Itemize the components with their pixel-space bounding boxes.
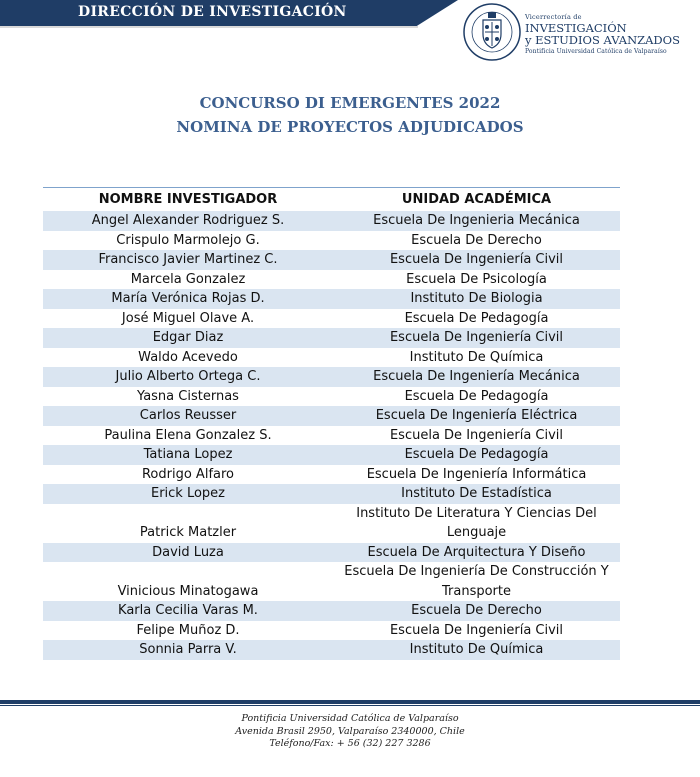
footer-rule	[0, 705, 700, 706]
academic-unit: Escuela De Ingeniería Civil	[389, 427, 564, 443]
header-rule	[0, 26, 418, 28]
table-row	[43, 348, 620, 368]
investigator-name: David Luza	[152, 544, 224, 560]
table-row	[43, 387, 620, 407]
academic-unit: Escuela De Ingenieria Mecánica	[373, 213, 580, 229]
column-header-name: NOMBRE INVESTIGADOR	[98, 192, 278, 207]
academic-unit-line: Instituto De Literatura Y Ciencias Del	[356, 505, 597, 521]
footer-line1: Pontificia Universidad Católica de Valparaíso	[241, 713, 459, 724]
investigator-name: Carlos Reusser	[139, 408, 237, 424]
investigator-name: Waldo Acevedo	[138, 349, 238, 365]
investigator-name: Sonnia Parra V.	[139, 642, 237, 658]
table-row	[43, 367, 620, 387]
vice-line4: Pontificia Universidad Católica de Valparaíso	[525, 47, 667, 55]
table-row	[43, 270, 620, 290]
table-row	[43, 484, 620, 504]
investigator-name: Julio Alberto Ortega C.	[115, 369, 261, 385]
table-row	[43, 640, 620, 660]
academic-unit	[333, 562, 620, 601]
academic-unit: Escuela De Ingeniería Eléctrica	[375, 408, 578, 424]
academic-unit: Instituto De Química	[409, 349, 544, 365]
investigator-name: Rodrigo Alfaro	[141, 466, 234, 482]
investigator-name: María Verónica Rojas D.	[111, 291, 265, 307]
investigator-name: Karla Cecilia Varas M.	[118, 603, 258, 619]
table-row	[43, 289, 620, 309]
academic-unit: Escuela De Arquitectura Y Diseño	[367, 544, 586, 560]
table-body	[43, 211, 620, 660]
investigator-name: Yasna Cisternas	[137, 388, 239, 404]
vice-rectory-logo-text	[525, 14, 680, 55]
investigator-name: Paulina Elena Gonzalez S.	[104, 427, 272, 443]
vice-line2: INVESTIGACIÓN	[525, 20, 627, 35]
academic-unit: Escuela De Psicología	[406, 271, 547, 287]
column-header-unit: UNIDAD ACADÉMICA	[401, 192, 552, 207]
table-row	[43, 250, 620, 270]
table-row	[43, 406, 620, 426]
academic-unit: Escuela De Ingeniería Civil	[389, 622, 564, 638]
footer-line3: Teléfono/Fax: + 56 (32) 227 3286	[269, 738, 431, 749]
table-row	[43, 601, 620, 621]
table-row	[43, 328, 620, 348]
academic-unit: Instituto De Química	[409, 642, 544, 658]
academic-unit-line: Lenguaje	[446, 525, 507, 540]
footer-line2: Avenida Brasil 2950, Valparaíso 2340000, Chile	[235, 725, 465, 737]
investigator-name: Edgar Diaz	[152, 330, 224, 346]
academic-unit: Escuela De Derecho	[411, 603, 542, 619]
academic-unit-line: Escuela De Ingeniería De Construcción Y	[344, 564, 609, 579]
investigator-name: Crispulo Marmolejo G.	[116, 232, 260, 248]
academic-unit: Instituto De Estadística	[401, 486, 552, 502]
academic-unit: Instituto De Biologia	[410, 291, 543, 307]
table-row	[43, 211, 620, 231]
academic-unit: Escuela De Ingeniería Informática	[366, 466, 587, 482]
investigator-name: Felipe Muñoz D.	[136, 622, 240, 638]
investigator-name: Tatiana Lopez	[143, 447, 233, 463]
table-row	[43, 445, 620, 465]
table-row	[43, 562, 620, 601]
academic-unit: Escuela De Derecho	[411, 232, 542, 248]
table-row	[43, 426, 620, 446]
footer-address	[0, 713, 700, 751]
academic-unit: Escuela De Ingeniería Civil	[389, 252, 564, 268]
table-row	[43, 543, 620, 563]
academic-unit	[333, 504, 620, 543]
investigator-name: Marcela Gonzalez	[130, 271, 246, 287]
academic-unit: Escuela De Pedagogía	[404, 388, 549, 404]
investigator-name: Francisco Javier Martinez C.	[98, 252, 278, 268]
investigator-name: Vinicious Minatogawa	[117, 583, 259, 599]
vice-line1: Vicerrectoría de	[525, 13, 582, 21]
academic-unit: Escuela De Ingeniería Mecánica	[373, 369, 580, 385]
awards-table	[43, 187, 620, 660]
investigator-name: José Miguel Olave A.	[121, 310, 255, 326]
academic-unit-line: Transporte	[442, 583, 511, 599]
table-row	[43, 309, 620, 329]
academic-unit: Escuela De Ingeniería Civil	[389, 330, 564, 346]
university-seal-logo	[462, 2, 522, 62]
vice-line3: y ESTUDIOS AVANZADOS	[525, 33, 680, 47]
department-title: DIRECCIÓN DE INVESTIGACIÓN	[78, 4, 347, 20]
investigator-name: Angel Alexander Rodriguez S.	[91, 213, 285, 229]
academic-unit: Escuela De Pedagogía	[404, 310, 549, 326]
table-row	[43, 231, 620, 251]
table-header-row	[43, 188, 620, 211]
investigator-name: Patrick Matzler	[139, 525, 237, 540]
table-row	[43, 504, 620, 543]
investigator-name: Erick Lopez	[150, 486, 226, 502]
table-row	[43, 465, 620, 485]
academic-unit: Escuela De Pedagogía	[404, 447, 549, 463]
contest-title: CONCURSO DI EMERGENTES 2022	[199, 94, 501, 112]
table-row	[43, 621, 620, 641]
footer-bar	[0, 700, 700, 704]
list-title: NOMINA DE PROYECTOS ADJUDICADOS	[176, 118, 524, 136]
